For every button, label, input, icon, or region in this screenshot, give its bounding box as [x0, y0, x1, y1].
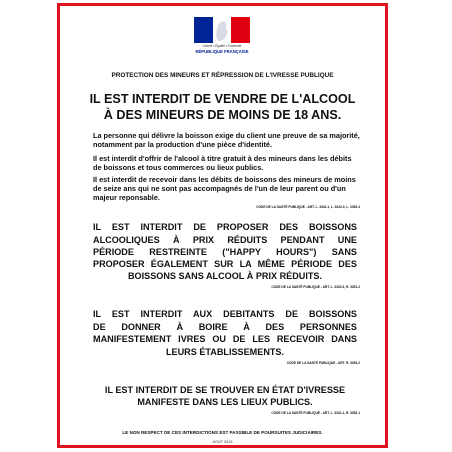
section3-legal-reference: CODE DE LA SANTÉ PUBLIQUE - ART. R. 3353-2 [286, 361, 360, 365]
poster-frame [57, 3, 388, 448]
section4-legal-reference: CODE DE LA SANTÉ PUBLIQUE - ART. L. 3341-1, R. 3353-1 [271, 411, 360, 415]
section1-legal-reference: CODE DE LA SANTÉ PUBLIQUE - ART. L. 3342-1, L. 3342-3, L. 3353-3 [256, 205, 360, 209]
section1-title-line-1: IL EST INTERDIT DE VENDRE DE L'ALCOOL [89, 92, 356, 106]
legal-warning-footer: LE NON RESPECT DE CES INTERDICTIONS EST PASSIBLE DE POURSUITES JUDICIAIRES. [122, 430, 323, 435]
section2-line: BOISSONS SANS ALCOOL À PRIX RÉDUITS. [127, 271, 323, 281]
poster-date: AOÛT 2016 [212, 440, 233, 444]
section4-line: IL EST INTERDIT DE SE TROUVER EN ÉTAT D'IVRESSE [104, 385, 346, 395]
section2-line: ALCOOLIQUES À PRIX RÉDUITS PENDANT UNE [93, 235, 357, 245]
section3-line: DE DONNER À BOIRE À DES PERSONNES [93, 322, 357, 332]
section1-para-line: Il est interdit d'offrir de l'alcool à titre gratuit à des mineurs dans les débits [93, 154, 352, 163]
section1-para-line: notamment par la production d'une pièce d'identité. [93, 140, 273, 149]
logo-republique-francaise: RÉPUBLIQUE FRANÇAISE [195, 49, 249, 54]
section1-para-line: La personne qui délivre la boisson exige du client une preuve de sa majorité, [93, 131, 360, 140]
section3-line: MANIFESTEMENT IVRES OU DE LES RECEVOIR DANS [93, 334, 357, 344]
section1-para-line: de boissons et tous commerces ou lieux publics. [93, 163, 264, 172]
section2-legal-reference: CODE DE LA SANTÉ PUBLIQUE - ART. L. 3322-9, R. 3351-2 [271, 285, 360, 289]
section4-line: MANIFESTE DANS LES LIEUX PUBLICS. [137, 397, 313, 407]
section1-para-line: majeur reponsable. [93, 193, 160, 202]
section2-line: PROPOSER ÉGALEMENT SUR LA MÊME PÉRIODE DES [93, 259, 357, 269]
section3-line: IL EST INTERDIT AUX DEBITANTS DE BOISSONS [93, 309, 357, 319]
section2-line: IL EST INTERDIT DE PROPOSER DES BOISSONS [93, 222, 357, 232]
section3-line: LEURS ÉTABLISSEMENTS. [165, 347, 285, 357]
poster-subtitle: PROTECTION DES MINEURS ET RÉPRESSION DE L'IVRESSE PUBLIQUE [111, 72, 334, 79]
section1-para-line: Il est interdit de recevoir dans les débits de boissons des mineurs de moins [93, 175, 356, 184]
logo-motto: Liberté • Égalité • Fraternité [202, 44, 242, 48]
section1-title-line-2: À DES MINEURS DE MOINS DE 18 ANS. [103, 108, 342, 122]
section2-line: PÉRIODE RESTREINTE ("HAPPY HOURS") SANS [93, 247, 357, 257]
section1-para-line: de seize ans qui ne sont pas accompagnés de l'un de leur parent ou d'un [93, 184, 346, 193]
marianne-flag-icon [194, 17, 250, 43]
republique-francaise-logo [189, 17, 255, 58]
